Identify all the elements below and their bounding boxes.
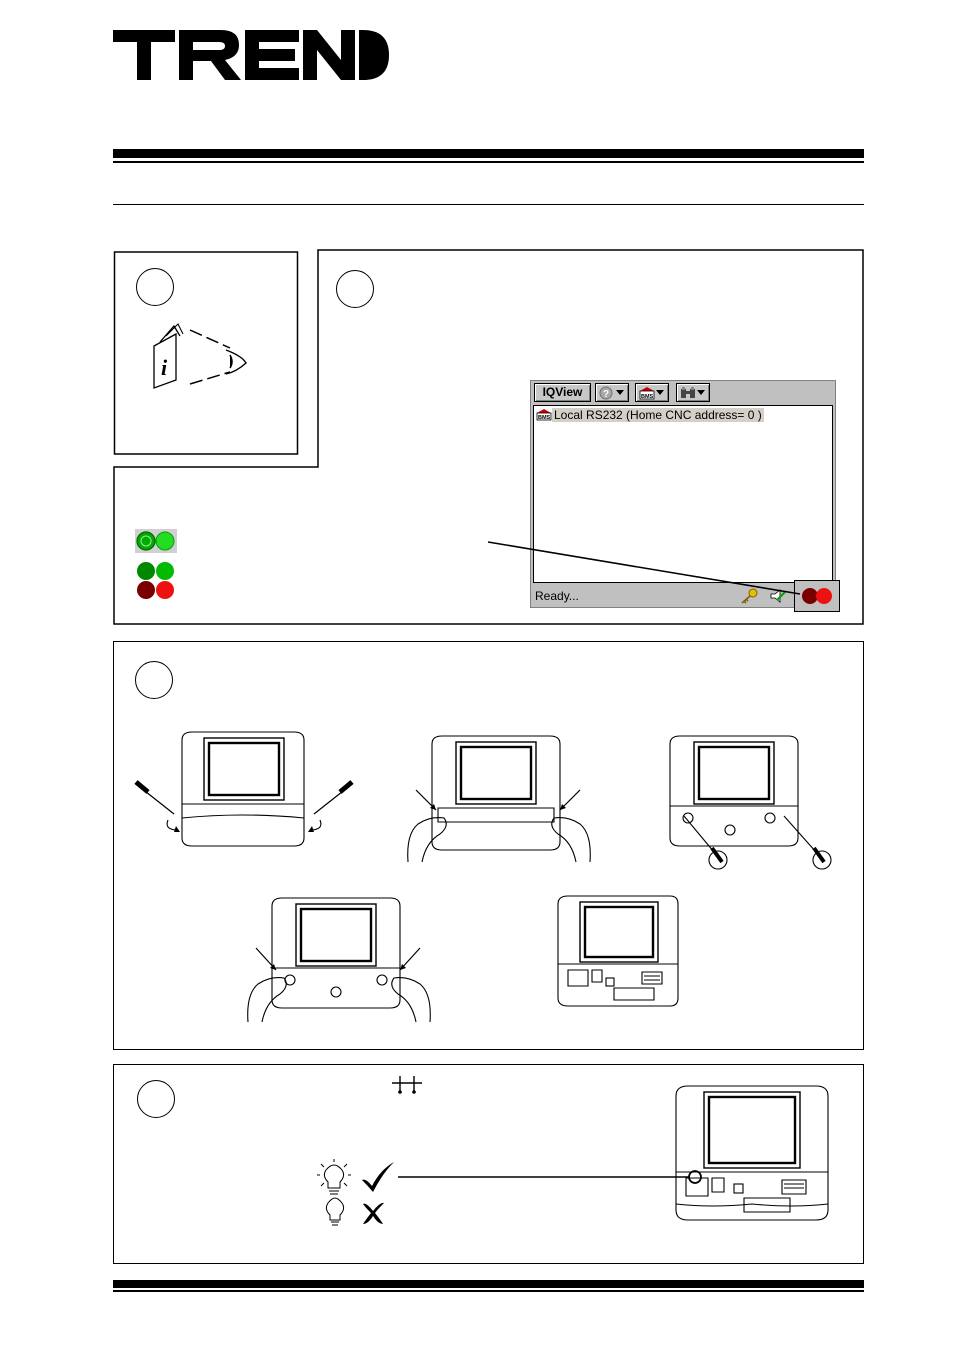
step-3-circle (135, 661, 173, 699)
chevron-down-icon (656, 390, 664, 395)
unscrew-panel-illustration (664, 730, 836, 875)
jumper-icon (390, 1074, 424, 1094)
lamp-callout-line (398, 1168, 698, 1188)
header-rule-thin (113, 161, 864, 163)
trend-logo (113, 28, 389, 82)
list-item[interactable] (536, 408, 767, 423)
led-state-ok (135, 529, 177, 553)
subheader-rule (113, 204, 864, 205)
led-red (816, 588, 832, 604)
step-4-circle (137, 1080, 175, 1118)
opened-unit-illustration (554, 890, 684, 1010)
cross-icon (360, 1200, 386, 1226)
binoculars-icon (680, 386, 696, 400)
led-state-fault (135, 561, 177, 601)
footer-rule-thin (113, 1290, 864, 1292)
iqview-toolbar (531, 381, 835, 405)
step-1-circle (136, 268, 174, 306)
lamp-off-icon (322, 1197, 348, 1227)
iqview-app-button[interactable]: IQView (534, 383, 591, 402)
lift-cover-illustration (404, 730, 594, 864)
unit-led-illustration (672, 1080, 832, 1226)
bms-network-icon (536, 408, 552, 421)
tick-icon (360, 1160, 396, 1194)
footer-rule-thick (113, 1280, 864, 1288)
lamp-on-icon (316, 1158, 352, 1198)
step-2-circle (336, 270, 374, 308)
help-dropdown-button[interactable] (595, 383, 629, 402)
status-text: Ready... (535, 589, 579, 603)
header-rule-thick (113, 149, 864, 158)
eye-icon (186, 328, 252, 388)
help-icon (599, 386, 614, 400)
svg-text:BMS: BMS (538, 415, 551, 421)
list-item-label: Local RS232 (Home CNC address= 0 ) (554, 408, 762, 422)
svg-text:i: i (161, 355, 168, 380)
bms-dropdown-button[interactable] (635, 383, 669, 402)
bms-network-icon (639, 386, 655, 400)
svg-text:BMS: BMS (641, 394, 654, 400)
find-dropdown-button[interactable] (676, 383, 710, 402)
svg-text:?: ? (603, 389, 610, 400)
callout-line (486, 538, 806, 598)
chevron-down-icon (616, 390, 624, 395)
chevron-down-icon (697, 390, 705, 395)
lift-panel-illustration (244, 892, 434, 1024)
remove-cover-illustration (134, 726, 356, 851)
